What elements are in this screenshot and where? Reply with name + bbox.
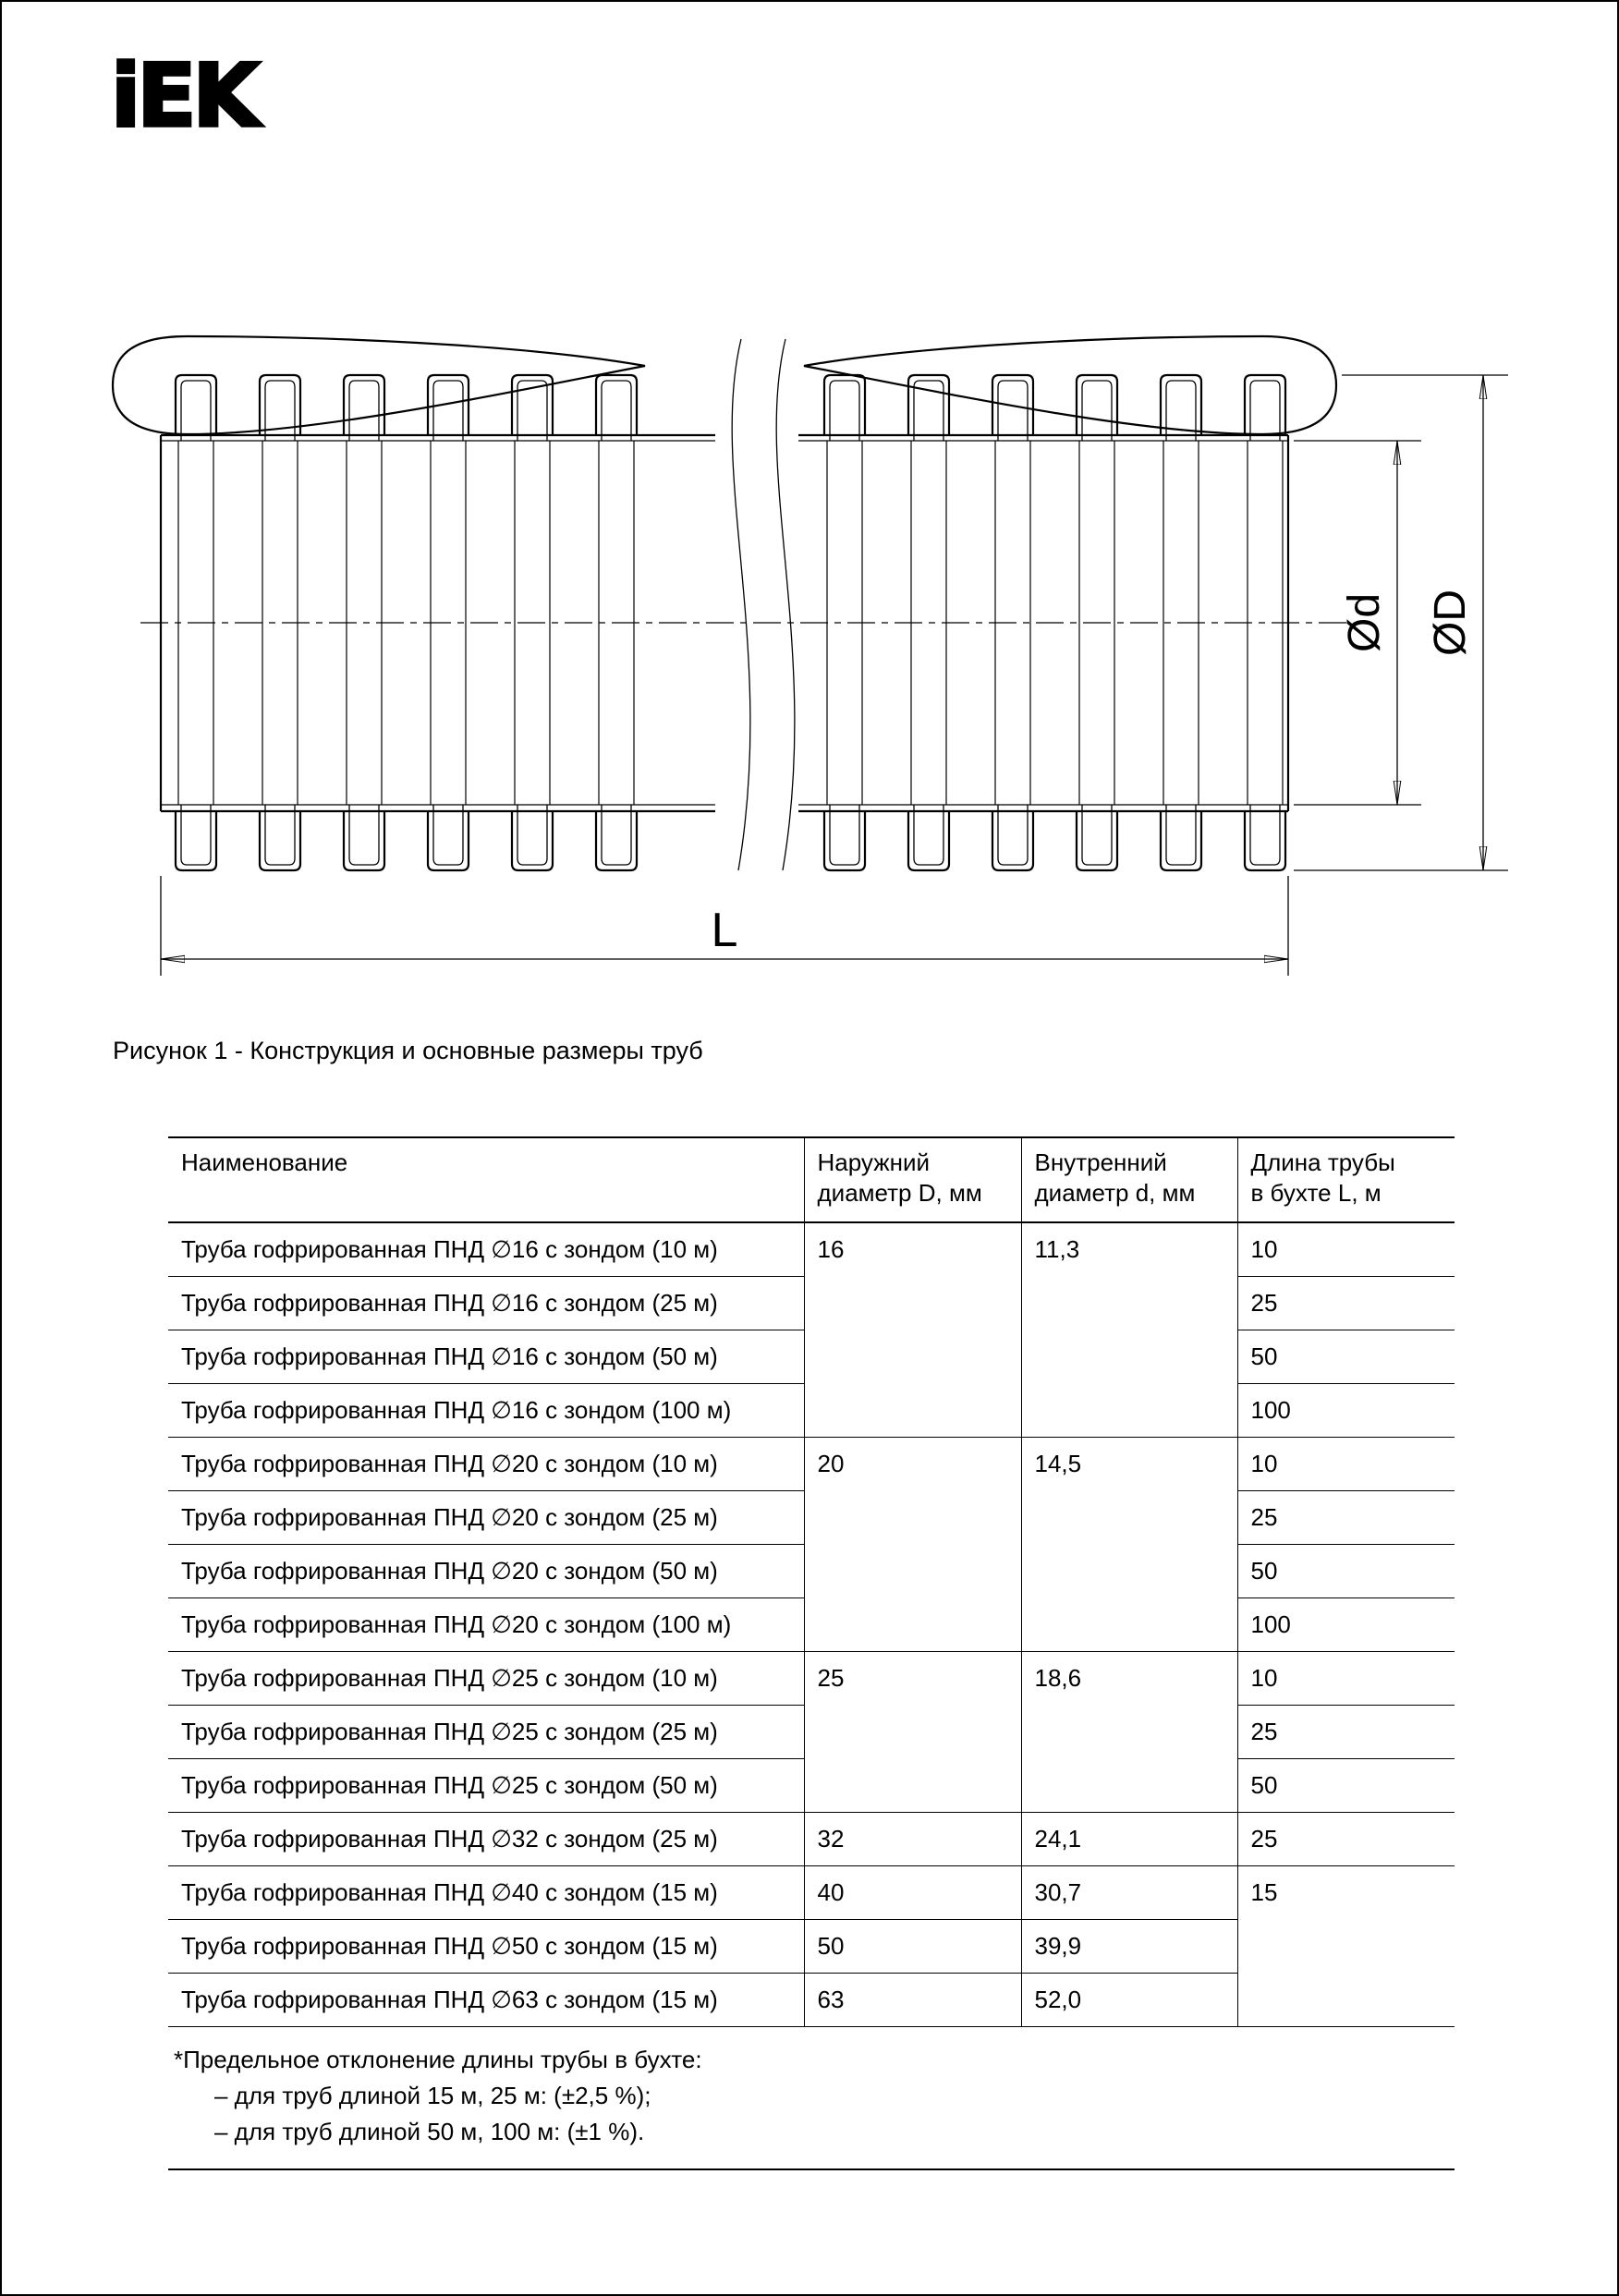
table-row xyxy=(168,1812,1455,1865)
product-name-cell: Труба гофрированная ПНД ∅63 с зондом (15 м) xyxy=(168,1973,804,2026)
inner-diameter-label: Ød xyxy=(1340,592,1389,653)
coil-length-cell: 100 xyxy=(1237,1383,1455,1437)
inner-diameter-cell: 24,1 xyxy=(1021,1812,1237,1865)
product-name-cell: Труба гофрированная ПНД ∅25 с зондом (10 м) xyxy=(168,1651,804,1705)
coil-length-cell: 25 xyxy=(1237,1705,1455,1758)
header-inner-diameter: Внутренний диаметр d, мм xyxy=(1021,1137,1237,1222)
product-name-cell: Труба гофрированная ПНД ∅40 с зондом (15 м) xyxy=(168,1865,804,1919)
coil-length-cell: 15 xyxy=(1237,1865,1455,2026)
product-name-cell: Труба гофрированная ПНД ∅25 с зондом (25 м) xyxy=(168,1705,804,1758)
table-header-row xyxy=(168,1137,1455,1222)
product-name-cell: Труба гофрированная ПНД ∅16 с зондом (100 м) xyxy=(168,1383,804,1437)
coil-length-cell: 25 xyxy=(1237,1490,1455,1544)
inner-diameter-cell: 52,0 xyxy=(1021,1973,1237,2026)
coil-length-cell: 50 xyxy=(1237,1330,1455,1383)
table-row xyxy=(168,1865,1455,1919)
outer-jacket-loop-right xyxy=(804,336,1336,434)
inner-diameter-cell: 18,6 xyxy=(1021,1651,1237,1812)
header-name: Наименование xyxy=(168,1137,804,1222)
product-name-cell: Труба гофрированная ПНД ∅20 с зондом (100 м) xyxy=(168,1597,804,1651)
product-name-cell: Труба гофрированная ПНД ∅16 с зондом (50 м) xyxy=(168,1330,804,1383)
dimension-inner-diameter xyxy=(1294,441,1421,805)
outer-diameter-cell: 50 xyxy=(804,1919,1021,1973)
product-name-cell: Труба гофрированная ПНД ∅50 с зондом (15 м) xyxy=(168,1919,804,1973)
inner-diameter-cell: 30,7 xyxy=(1021,1865,1237,1919)
table-row xyxy=(168,1651,1455,1705)
product-name-cell: Труба гофрированная ПНД ∅25 с зондом (50 м) xyxy=(168,1758,804,1812)
product-name-cell: Труба гофрированная ПНД ∅16 с зондом (10 м) xyxy=(168,1222,804,1276)
inner-diameter-cell: 11,3 xyxy=(1021,1222,1237,1437)
footnote-line: – для труб длиной 15 м, 25 м: (±2,5 %); xyxy=(214,2081,651,2109)
coil-length-cell: 25 xyxy=(1237,1276,1455,1330)
outer-diameter-cell: 16 xyxy=(804,1222,1021,1437)
outer-diameter-label: ØD xyxy=(1426,589,1475,656)
table-row xyxy=(168,1437,1455,1490)
table-footnote xyxy=(168,2027,1455,2170)
coil-length-cell: 10 xyxy=(1237,1222,1455,1276)
header-outer-diameter: Наружний диаметр D, мм xyxy=(804,1137,1021,1222)
figure-caption: Рисунок 1 - Конструкция и основные размеры труб xyxy=(113,1037,703,1064)
footnote-title: *Предельное отклонение длины трубы в бухте: xyxy=(174,2045,702,2073)
product-name-cell: Труба гофрированная ПНД ∅32 с зондом (25 м) xyxy=(168,1812,804,1865)
coil-length-cell: 100 xyxy=(1237,1597,1455,1651)
product-name-cell: Труба гофрированная ПНД ∅20 с зондом (50 м) xyxy=(168,1544,804,1597)
coil-length-cell: 10 xyxy=(1237,1437,1455,1490)
coil-length-cell: 50 xyxy=(1237,1758,1455,1812)
product-name-cell: Труба гофрированная ПНД ∅16 с зондом (25 м) xyxy=(168,1276,804,1330)
iek-logo: iEK xyxy=(111,46,257,147)
coil-length-cell: 10 xyxy=(1237,1651,1455,1705)
coil-length-cell: 50 xyxy=(1237,1544,1455,1597)
dimension-length xyxy=(161,876,1288,976)
product-name-cell: Труба гофрированная ПНД ∅20 с зондом (10 м) xyxy=(168,1437,804,1490)
outer-diameter-cell: 32 xyxy=(804,1812,1021,1865)
outer-diameter-cell: 40 xyxy=(804,1865,1021,1919)
inner-diameter-cell: 14,5 xyxy=(1021,1437,1237,1651)
spec-table-block xyxy=(168,1136,1455,2170)
length-label: L xyxy=(711,904,738,957)
inner-diameter-cell: 39,9 xyxy=(1021,1919,1237,1973)
product-name-cell: Труба гофрированная ПНД ∅20 с зондом (25 м) xyxy=(168,1490,804,1544)
table-row xyxy=(168,1222,1455,1276)
break-lines xyxy=(732,339,795,870)
footnote-line: – для труб длиной 50 м, 100 м: (±1 %). xyxy=(214,2117,645,2145)
header-coil-length: Длина трубы в бухте L, м xyxy=(1237,1137,1455,1222)
pipe-construction-drawing xyxy=(94,316,1536,990)
spec-table xyxy=(168,1136,1455,2027)
outer-diameter-cell: 20 xyxy=(804,1437,1021,1651)
outer-diameter-cell: 25 xyxy=(804,1651,1021,1812)
outer-diameter-cell: 63 xyxy=(804,1973,1021,2026)
coil-length-cell: 25 xyxy=(1237,1812,1455,1865)
